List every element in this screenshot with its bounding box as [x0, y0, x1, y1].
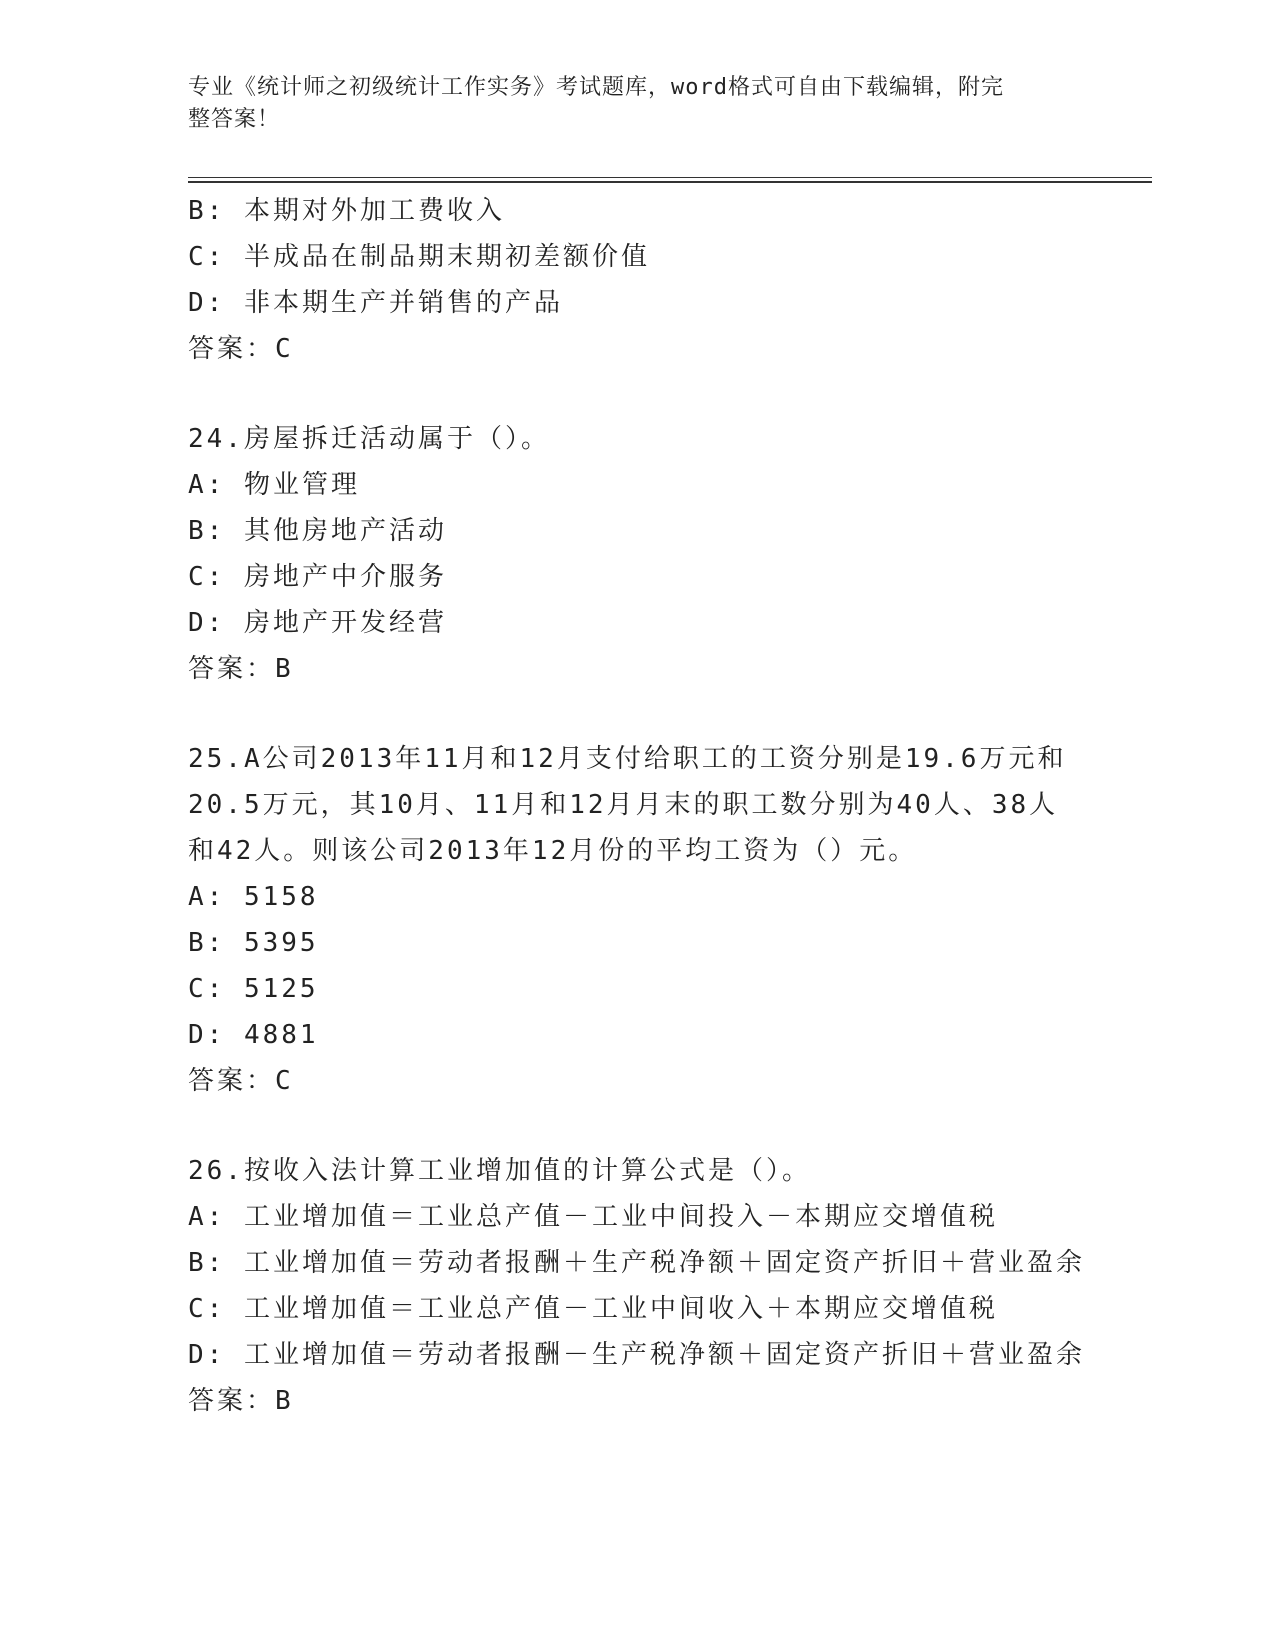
answer-line: 答案：B	[188, 654, 294, 684]
question-25	[188, 736, 1088, 1104]
option-c: C: 半成品在制品期末期初差额价值	[188, 242, 650, 272]
option-b: B: 本期对外加工费收入	[188, 196, 505, 226]
page-header	[188, 72, 1068, 136]
option-d: D: 工业增加值＝劳动者报酬－生产税净额＋固定资产折旧＋营业盈余	[188, 1340, 1085, 1370]
option-b: B: 工业增加值＝劳动者报酬＋生产税净额＋固定资产折旧＋营业盈余	[188, 1248, 1085, 1278]
question-stem-line-3: 和42人。则该公司2013年12月份的平均工资为（）元。	[188, 836, 918, 866]
option-c: C: 工业增加值＝工业总产值－工业中间收入＋本期应交增值税	[188, 1294, 998, 1324]
option-d: D: 4881	[188, 1020, 319, 1050]
option-b: B: 其他房地产活动	[188, 516, 447, 546]
option-a: A: 物业管理	[188, 470, 360, 500]
answer-line: 答案：C	[188, 1066, 294, 1096]
question-content	[188, 188, 1088, 1424]
question-stem: 24.房屋拆迁活动属于（）。	[188, 424, 550, 454]
option-a: A: 工业增加值＝工业总产值－工业中间投入－本期应交增值税	[188, 1202, 998, 1232]
option-c: C: 房地产中介服务	[188, 562, 447, 592]
question-stem-line-2: 20.5万元，其10月、11月和12月月末的职工数分别为40人、38人	[188, 790, 1059, 820]
header-line-1: 专业《统计师之初级统计工作实务》考试题库，word格式可自由下载编辑，附完	[188, 75, 1004, 100]
question-stem: 26.按收入法计算工业增加值的计算公式是（）。	[188, 1156, 811, 1186]
question-stem-line-1: 25.A公司2013年11月和12月支付给职工的工资分别是19.6万元和	[188, 744, 1067, 774]
answer-line: 答案：B	[188, 1386, 294, 1416]
option-a: A: 5158	[188, 882, 319, 912]
option-b: B: 5395	[188, 928, 319, 958]
question-fragment	[188, 188, 1088, 372]
option-c: C: 5125	[188, 974, 319, 1004]
question-26	[188, 1148, 1088, 1424]
answer-line: 答案：C	[188, 334, 294, 364]
option-d: D: 房地产开发经营	[188, 608, 447, 638]
option-d: D: 非本期生产并销售的产品	[188, 288, 563, 318]
question-24	[188, 416, 1088, 692]
header-divider-thin	[188, 177, 1152, 178]
header-divider-thick	[188, 181, 1152, 183]
header-line-2: 整答案！	[188, 107, 281, 132]
